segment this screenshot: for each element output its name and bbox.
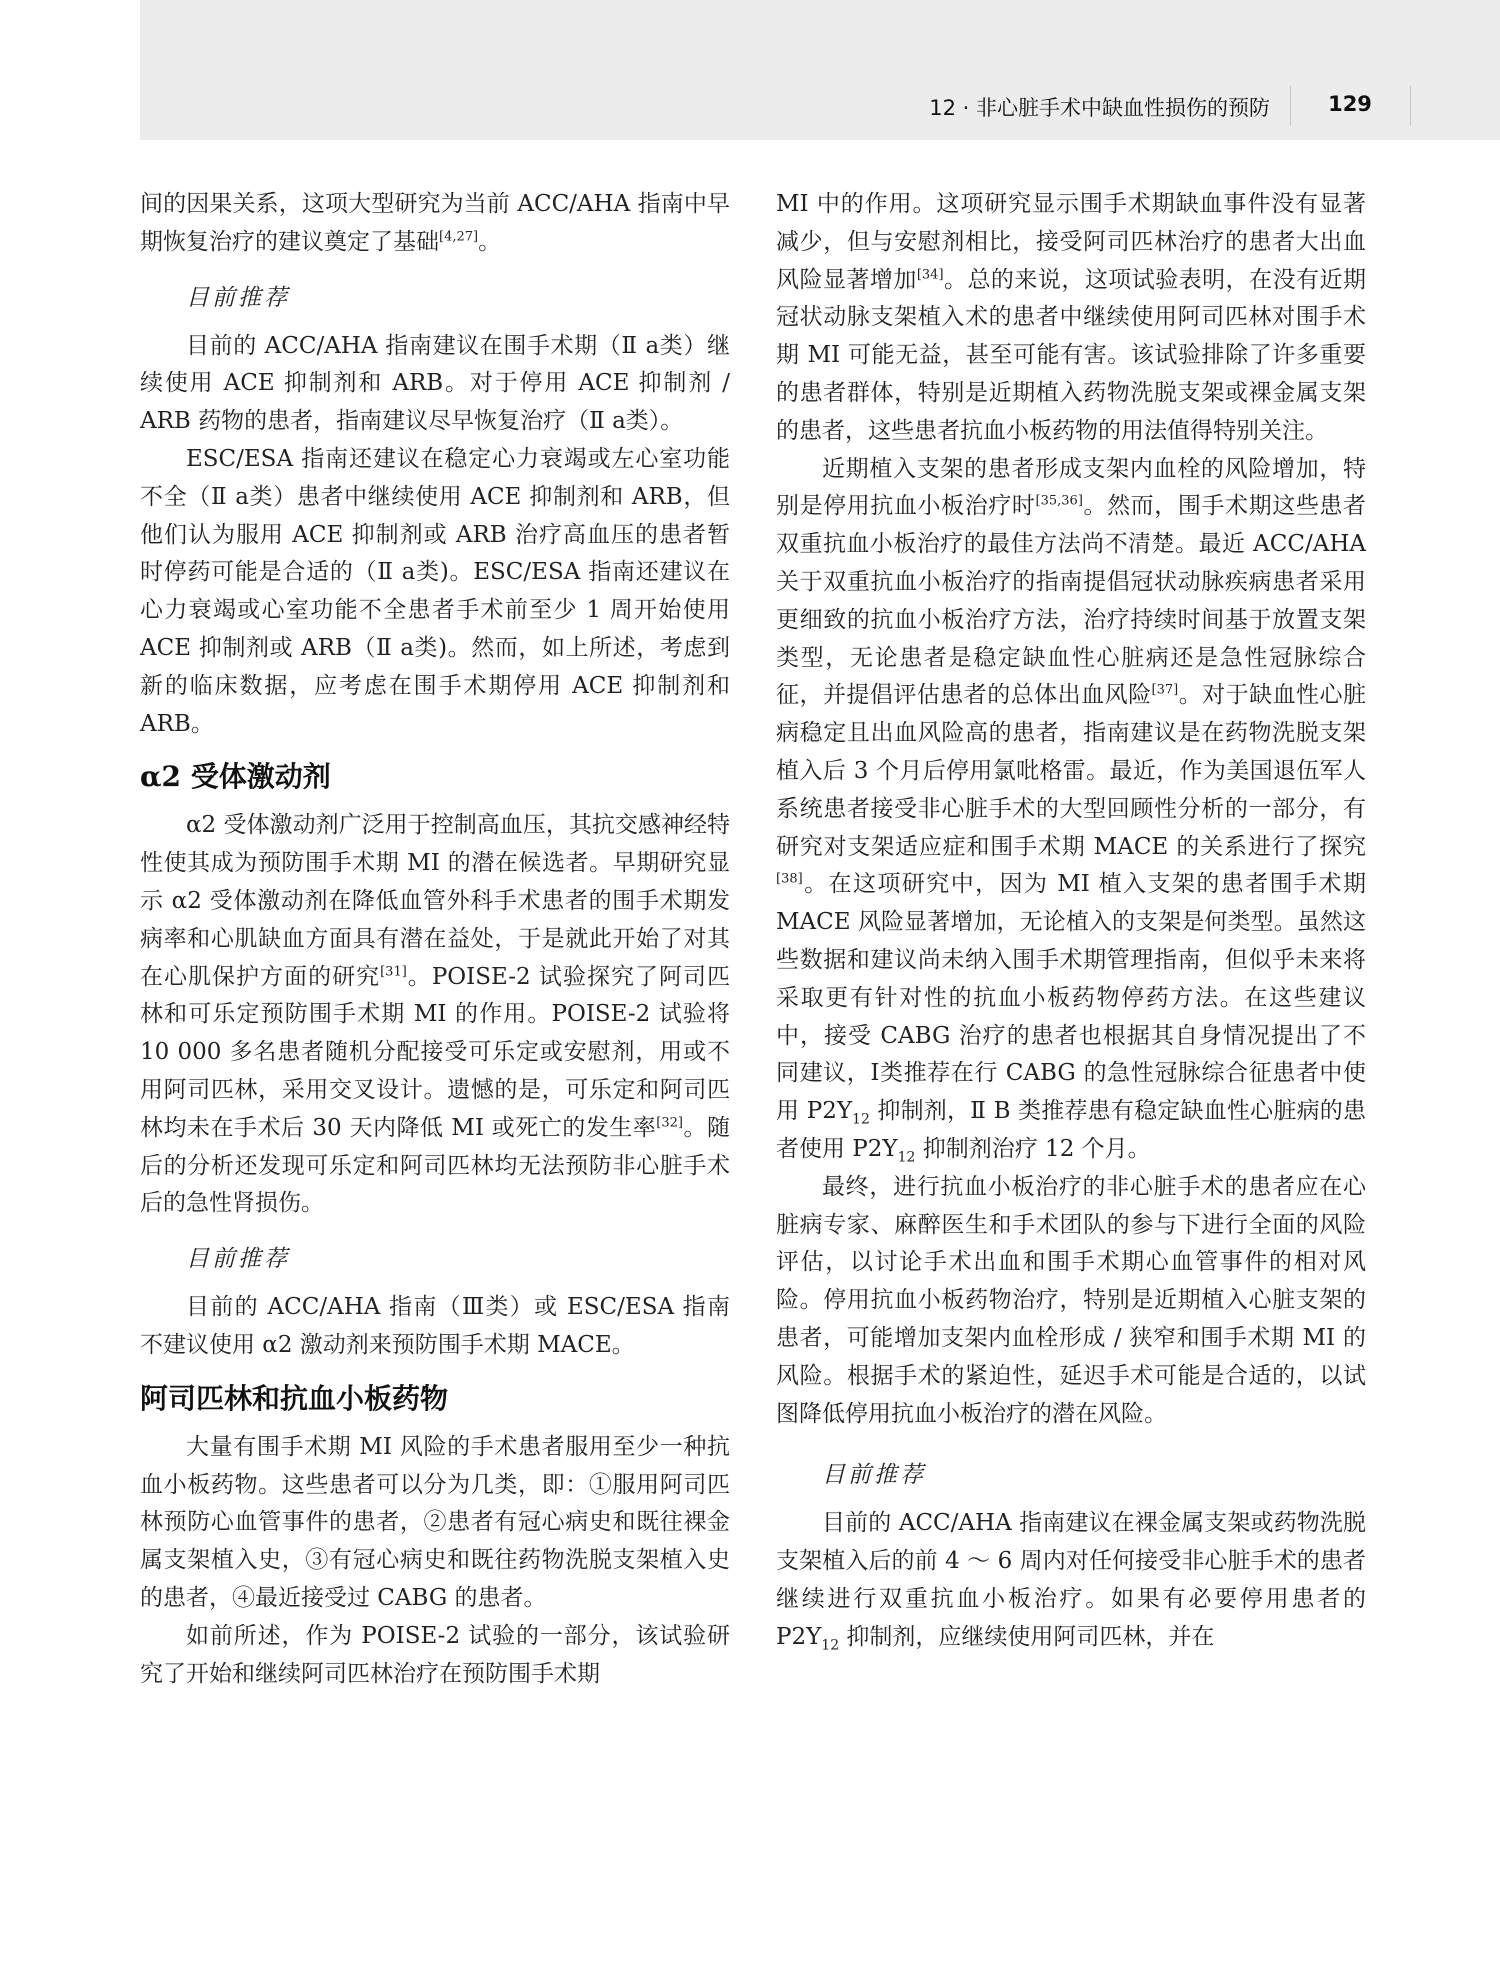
header-divider (1410, 86, 1411, 126)
citation: [31] (380, 963, 407, 979)
paragraph: MI 中的作用。这项研究显示围手术期缺血事件没有显著减少，但与安慰剂相比，接受阿司匹林治疗的患者大出血风险显著增加[34]。总的来说，这项试验表明，在没有近期冠状动脉支架植入术的患者中继续使用阿司匹林对围手术期 MI 可能无益，甚至可能有害。该试验排除了许多重要的患者群体，特别是近期植入药物洗脱支架或裸金属支架的患者，这些患者抗血小板药物的用法值得特别关注。 (776, 191, 1367, 444)
citation: [34] (916, 266, 944, 282)
paragraph: α2 受体激动剂广泛用于控制高血压，其抗交感神经特性使其成为预防围手术期 MI 的潜在候选者。早期研究显示 α2 受体激动剂在降低血管外科手术患者的围手术期发病率和心肌缺血方面具有潜在益处，于是就此开始了对其在心肌保护方面的研究[31]。POISE-2 试验探究了阿司匹林和可乐定预防围手术期 MI 的作用。POISE-2 试验将 10 000 多名患者随机分配接受可乐定或安慰剂，用或不用阿司匹林，采用交叉设计。遗憾的是，可乐定和阿司匹林均未在手术后 30 天内降低 MI 或死亡的发生率[32]。随后的分析还发现可乐定和阿司匹林均无法预防非心脏手术后的急性肾损伤。 (140, 812, 731, 1217)
running-title: 12 · 非心脏手术中缺血性损伤的预防 (929, 96, 1270, 120)
header-bar (140, 0, 1500, 140)
right-column (776, 186, 1366, 1656)
section-heading-alpha2: α2 受体激动剂 (140, 760, 331, 794)
paragraph: 最终，进行抗血小板治疗的非心脏手术的患者应在心脏病专家、麻醉医生和手术团队的参与下进行全面的风险评估，以讨论手术出血和围手术期心血管事件的相对风险。停用抗血小板药物治疗，特别是近期植入心脏支架的患者，可能增加支架内血栓形成 / 狭窄和围手术期 MI 的风险。根据手术的紧迫性，延迟手术可能是合适的，以试图降低停用抗血小板治疗的潜在风险。 (776, 1173, 1366, 1427)
recommendation-heading: 目前推荐 (186, 1246, 290, 1273)
paragraph: 如前所述，作为 POISE-2 试验的一部分，该试验研究了开始和继续阿司匹林治疗在预防围手术期 (140, 1622, 730, 1687)
left-column (140, 186, 730, 1693)
paragraph: 近期植入支架的患者形成支架内血栓的风险增加，特别是停用抗血小板治疗时[35,36]。然而，围手术期这些患者双重抗血小板治疗的最佳方法尚不清楚。最近 ACC/AHA 关于双重抗血小板治疗的指南提倡冠状动脉疾病患者采用更细致的抗血小板治疗方法，治疗持续时间基于放置支架类型，无论患者是稳定缺血性心脏病还是急性冠脉综合征，并提倡评估患者的总体出血风险[37]。对于缺血性心脏病稳定且出血风险高的患者，指南建议是在药物洗脱支架植入后 3 个月后停用氯吡格雷。最近，作为美国退伍军人系统患者接受非心脏手术的大型回顾性分析的一部分，有研究对支架适应症和围手术期 MACE 的关系进行了探究[38]。在这项研究中，因为 MI 植入支架的患者围手术期 MACE 风险显著增加，无论植入的支架是何类型。虽然这些数据和建议尚未纳入围手术期管理指南，但似乎未来将采取更有针对性的抗血小板药物停药方法。在这些建议中，接受 CABG 治疗的患者也根据其自身情况提出了不同建议，Ⅰ类推荐在行 CABG 的急性冠脉综合征患者中使用 $P2Y_{12}$ 抑制剂，Ⅱ B 类推荐患有稳定缺血性心脏病的患者使用 $P2Y_{12}$ 抑制剂治疗 12 个月。 (776, 455, 1367, 1166)
paragraph: 目前的 ACC/AHA 指南建议在围手术期（Ⅱ a类）继续使用 ACE 抑制剂和 ARB。对于停用 ACE 抑制剂 / ARB 药物的患者，指南建议尽早恢复治疗（Ⅱ a类）。 (140, 332, 730, 435)
paragraph: 间的因果关系，这项大型研究为当前 ACC/AHA 指南中早期恢复治疗的建议奠定了基础[4,27]。 (140, 191, 730, 255)
citation: [4,27] (439, 229, 479, 245)
paragraph: 大量有围手术期 MI 风险的手术患者服用至少一种抗血小板药物。这些患者可以分为几类，即：①服用阿司匹林预防心血管事件的患者，②患者有冠心病史和既往裸金属支架植入史，③有冠心病史和既往药物洗脱支架植入史的患者，④最近接受过 CABG 的患者。 (140, 1433, 730, 1611)
recommendation-heading: 目前推荐 (822, 1462, 926, 1489)
paragraph: ESC/ESA 指南还建议在稳定心力衰竭或左心室功能不全（Ⅱ a类）患者中继续使用 ACE 抑制剂和 ARB，但他们认为服用 ACE 抑制剂或 ARB 治疗高血压的患者暂时停药可能是合适的（Ⅱ a类)。ESC/ESA 指南还建议在心力衰竭或心室功能不全患者手术前至少 1 周开始使用 ACE 抑制剂或 ARB（Ⅱ a类)。然而，如上所述，考虑到新的临床数据，应考虑在围手术期停用 ACE 抑制剂和 ARB。 (140, 445, 730, 737)
section-heading-aspirin: 阿司匹林和抗血小板药物 (140, 1381, 449, 1415)
citation: [38] (776, 871, 803, 887)
paragraph: 目前的 ACC/AHA 指南（Ⅲ类）或 ESC/ESA 指南不建议使用 α2 激动剂来预防围手术期 MACE。 (140, 1294, 730, 1358)
paragraph: 目前的 ACC/AHA 指南建议在裸金属支架或药物洗脱支架植入后的前 4 ～ 6 周内对任何接受非心脏手术的患者继续进行双重抗血小板治疗。如果有必要停用患者的 $P2Y_{12}$ 抑制剂，应继续使用阿司匹林，并在 (776, 1510, 1366, 1654)
page-number: 129 (1328, 92, 1372, 116)
citation: [32] (656, 1115, 683, 1131)
recommendation-heading: 目前推荐 (186, 284, 290, 311)
citation: [37] (1151, 682, 1179, 698)
citation: [35,36] (1035, 493, 1083, 509)
